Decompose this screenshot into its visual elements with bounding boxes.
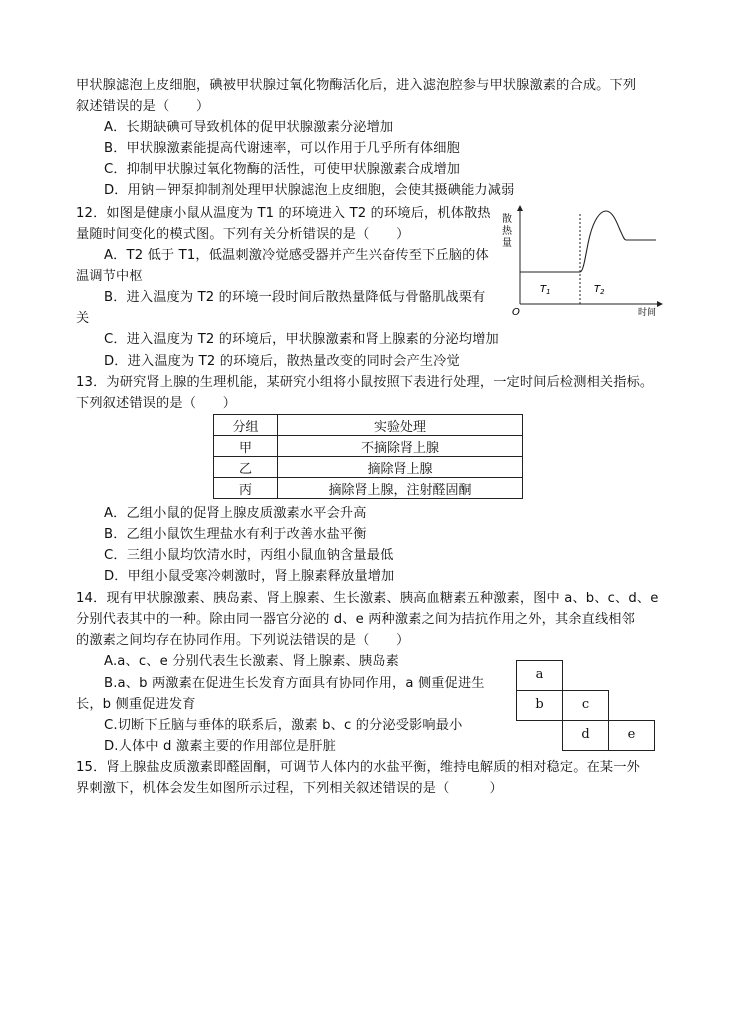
- q14-option-b-line1: B.a、b 两激素在促进生长发育方面具有协同作用，a 侧重促进生: [104, 676, 485, 691]
- table-row: [214, 478, 523, 499]
- y-axis-label-2: 热: [502, 226, 512, 237]
- q14-option-d: D.人体中 d 激素主要的作用部位是肝脏: [104, 739, 336, 754]
- q13-option-d: D．甲组小鼠受寒冷刺激时，肾上腺素释放量增加: [104, 569, 395, 584]
- table-cell-group: 乙: [214, 457, 278, 478]
- table-header-group: 分组: [214, 415, 278, 436]
- q12-option-b-line2: 关: [76, 311, 90, 326]
- q12-stem-line1: 12．如图是健康小鼠从温度为 T1 的环境进入 T2 的环境后，机体散热: [76, 206, 491, 221]
- q12-stem-line2: 量随时间变化的模式图。下列有关分析错误的是（ ）: [76, 227, 410, 242]
- intro-option-a: A．长期缺碘可导致机体的促甲状腺激素分泌增加: [104, 120, 394, 135]
- intro-option-c: C．抑制甲状腺过氧化物酶的活性，可使甲状腺激素合成增加: [104, 162, 461, 177]
- hormone-box-d: d: [562, 720, 609, 751]
- q12-option-b-line1: B．进入温度为 T2 的环境一段时间后散热量降低与骨骼肌战栗有: [104, 290, 486, 305]
- q12-option-d: D．进入温度为 T2 的环境后，散热量改变的同时会产生冷觉: [104, 354, 460, 369]
- q13-treatment-table: [213, 414, 523, 499]
- t2-label: $T_2$: [594, 284, 605, 296]
- q14-option-b-line2: 长，b 侧重促进发育: [76, 697, 196, 712]
- table-cell-treatment: 不摘除肾上腺: [278, 436, 523, 457]
- hormone-box-e: e: [608, 720, 655, 751]
- q14-option-c: C.切断下丘脑与垂体的联系后，激素 b、c 的分泌受影响最小: [104, 718, 463, 733]
- q15-stem-line1: 15．肾上腺盐皮质激素即醛固酮，可调节人体内的水盐平衡，维持电解质的相对稳定。在某一外: [76, 760, 640, 775]
- hormone-box-a: a: [516, 660, 563, 691]
- table-header-row: [214, 415, 523, 436]
- table-cell-group: 丙: [214, 478, 278, 499]
- q14-stem-line2: 分别代表其中的一种。除由同一器官分泌的 d、e 两种激素之间为拮抗作用之外，其余直线相邻: [76, 612, 635, 627]
- table-cell-treatment: 摘除肾上腺: [278, 457, 523, 478]
- q13-option-a: A．乙组小鼠的促肾上腺皮质激素水平会升高: [104, 506, 367, 521]
- q14-option-a: A.a、c、e 分别代表生长激素、肾上腺素、胰岛素: [104, 654, 399, 669]
- table-header-treatment: 实验处理: [278, 415, 523, 436]
- q14-stem-line3: 的激素之间均存在协同作用。下列说法错误的是（ ）: [76, 633, 410, 648]
- origin-label: O: [512, 307, 520, 318]
- x-axis-label: 时间: [638, 308, 657, 318]
- q15-stem-line2: 界刺激下，机体会发生如图所示过程，下列相关叙述错误的是（ ）: [76, 781, 503, 796]
- intro-stem-line2: 叙述错误的是（ ）: [76, 99, 210, 114]
- q13-stem-line2: 下列叙述错误的是（ ）: [76, 396, 237, 411]
- intro-option-b: B．甲状腺激素能提高代谢速率，可以作用于几乎所有体细胞: [104, 141, 460, 156]
- hormone-box-b: b: [516, 690, 563, 721]
- q13-option-b: B．乙组小鼠饮生理盐水有利于改善水盐平衡: [104, 527, 367, 542]
- y-axis-label-1: 散: [502, 214, 512, 225]
- table-cell-group: 甲: [214, 436, 278, 457]
- heat-loss-curve: [520, 211, 656, 272]
- intro-stem-line1: 甲状腺滤泡上皮细胞，碘被甲状腺过氧化物酶活化后，进入滤泡腔参与甲状腺激素的合成。下列: [76, 78, 637, 93]
- t1-label: $T_1$: [540, 284, 551, 296]
- q12-option-a-line2: 温调节中枢: [76, 269, 143, 284]
- q13-stem-line1: 13．为研究肾上腺的生理机能，某研究小组将小鼠按照下表进行处理，一定时间后检测相关指标。: [76, 375, 654, 390]
- q14-stem-line1: 14．现有甲状腺激素、胰岛素、肾上腺素、生长激素、胰高血糖素五种激素，图中 a、b、c、d、e: [76, 591, 659, 606]
- hormone-box-c: c: [562, 690, 609, 721]
- q12-option-c: C．进入温度为 T2 的环境后，甲状腺激素和肾上腺素的分泌均增加: [104, 332, 499, 347]
- table-row: [214, 457, 523, 478]
- q12-heat-loss-graph: [496, 200, 666, 320]
- y-axis-label-3: 量: [502, 238, 512, 249]
- q13-option-c: C．三组小鼠均饮清水时，丙组小鼠血钠含量最低: [104, 548, 394, 563]
- table-row: [214, 436, 523, 457]
- q12-option-a-line1: A．T2 低于 T1，低温刺激冷觉感受器并产生兴奋传至下丘脑的体: [104, 248, 489, 263]
- intro-option-d: D．用钠－钾泵抑制剂处理甲状腺滤泡上皮细胞，会使其摄碘能力减弱: [104, 183, 515, 198]
- table-cell-treatment: 摘除肾上腺，注射醛固酮: [278, 478, 523, 499]
